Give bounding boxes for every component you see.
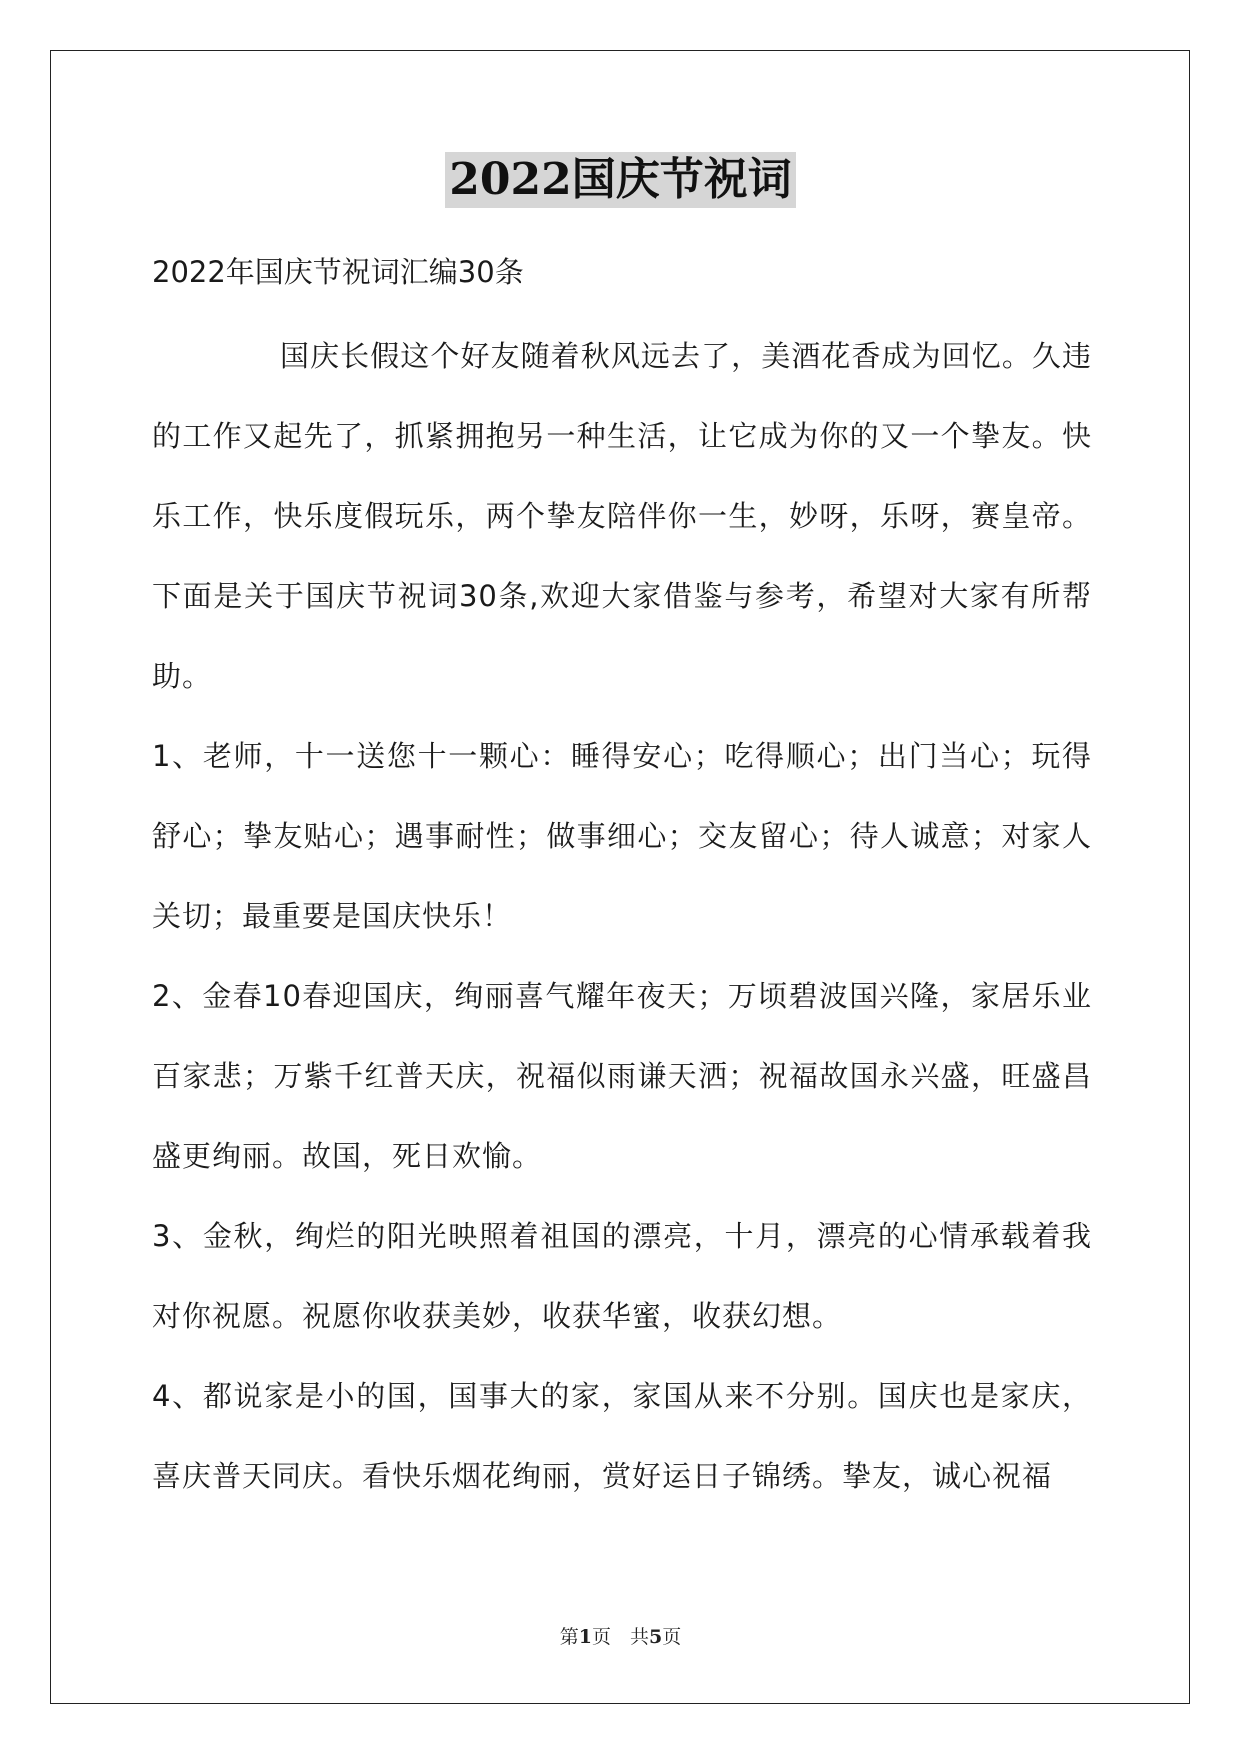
footer-mid: 页 共 (591, 1626, 649, 1648)
footer-suffix: 页 (662, 1626, 682, 1648)
footer-total-pages: 5 (649, 1626, 663, 1648)
list-item: 3、金秋，绚烂的阳光映照着祖国的漂亮，十月，漂亮的心情承载着我对你祝愿。祝愿你收获美妙，收获华蜜，收获幻想。 (152, 1219, 1092, 1333)
list-item: 4、都说家是小的国，国事大的家，家国从来不分别。国庆也是家庆，喜庆普天同庆。看快乐烟花绚丽，赏好运日子锦绣。挚友，诚心祝福 (152, 1379, 1092, 1493)
document-subtitle: 2022年国庆节祝词汇编30条 (152, 255, 524, 289)
page-footer (0, 1622, 1241, 1649)
list-item: 2、金春10春迎国庆，绚丽喜气耀年夜天；万顷碧波国兴隆，家居乐业百家悲；万紫千红普天庆，祝福似雨谦天洒；祝福故国永兴盛，旺盛昌盛更绚丽。故国，死日欢愉。 (152, 979, 1092, 1173)
document-title: 2022国庆节祝词 (445, 152, 795, 208)
intro-paragraph: 国庆长假这个好友随着秋风远去了，美酒花香成为回忆。久违的工作又起先了，抓紧拥抱另一种生活，让它成为你的又一个挚友。快乐工作，快乐度假玩乐，两个挚友陪伴你一生，妙呀，乐呀，赛皇帝。下面是关于国庆节祝词30条,欢迎大家借鉴与参考，希望对大家有所帮助。 (152, 339, 1092, 693)
list-item: 1、老师，十一送您十一颗心：睡得安心；吃得顺心；出门当心；玩得舒心；挚友贴心；遇事耐性；做事细心；交友留心；待人诚意；对家人关切；最重要是国庆快乐！ (152, 739, 1092, 933)
footer-prefix: 第 (559, 1626, 579, 1648)
document-body (152, 242, 1092, 1516)
footer-page-number: 1 (578, 1626, 592, 1648)
title-container (0, 152, 1241, 208)
